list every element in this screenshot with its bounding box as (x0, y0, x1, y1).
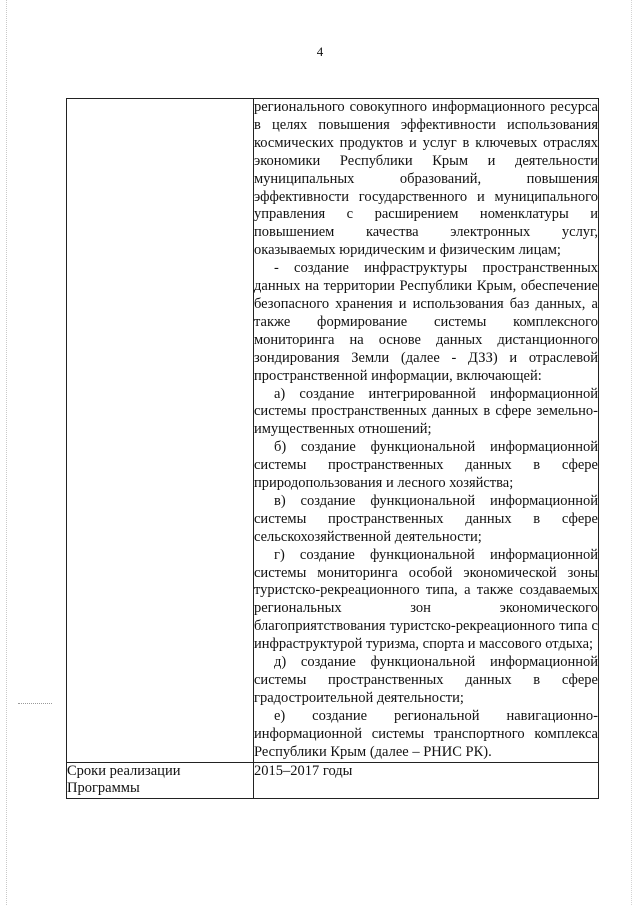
empty-label-cell (67, 99, 254, 763)
timeline-value: 2015–2017 годы (254, 762, 599, 799)
paragraph-spatial-infrastructure: - создание инфраструктуры пространственных данных на территории Республики Крым, обеспечение безопасного хранения и использования баз данных, а также формирование системы комплексного мониторинга на основе данных дистанционного зондирования Земли (далее - ДЗЗ) и отраслевой пространственной информации, включающей: (254, 260, 598, 384)
scan-edge-right (631, 0, 633, 905)
timeline-label: Сроки реализации Программы (67, 762, 254, 799)
paragraph-item-a: а) создание интегрированной информационной системы пространственных данных в сфере земельно-имущественных отношений; (254, 385, 598, 438)
table-row-goals (67, 99, 599, 763)
scan-edge-left (6, 0, 8, 905)
margin-mark (18, 703, 52, 705)
paragraph-item-b: б) создание функциональной информационной системы пространственных данных в сфере природопользования и лесного хозяйства; (254, 439, 598, 492)
paragraph-item-d: д) создание функциональной информационной системы пространственных данных в сфере градостроительной деятельности; (254, 654, 598, 706)
paragraph-item-v: в) создание функциональной информационной системы пространственных данных в сфере сельскохозяйственной деятельности; (254, 492, 598, 545)
paragraph-item-g: г) создание функциональной информационной системы мониторинга особой экономической зоны туристско-рекреационного типа, а также создаваемых региональных зон экономического благоприятствования туристско-рекреационного типа с инфраструктурой туризма, спорта и массового отдыха; (254, 546, 598, 653)
program-passport-table (66, 98, 599, 799)
paragraph-item-e: е) создание региональной навигационно-информационной системы транспортного комплекса Республики Крым (далее – РНИС РК). (254, 707, 598, 760)
table-row-timeline (67, 762, 599, 799)
goals-content-cell (254, 99, 599, 763)
page-number: 4 (316, 44, 324, 59)
paragraph-info-resource: регионального совокупного информационного ресурса в целях повышения эффективности использования космических продуктов и услуг в ключевых отраслях экономики Республики Крым и деятельности муниципальных образований, повышения эффективности государственного и муниципального управления с расширением номенклатуры и повышением качества электронных услуг, оказываемых юридическим и физическим лицам; (254, 99, 598, 259)
